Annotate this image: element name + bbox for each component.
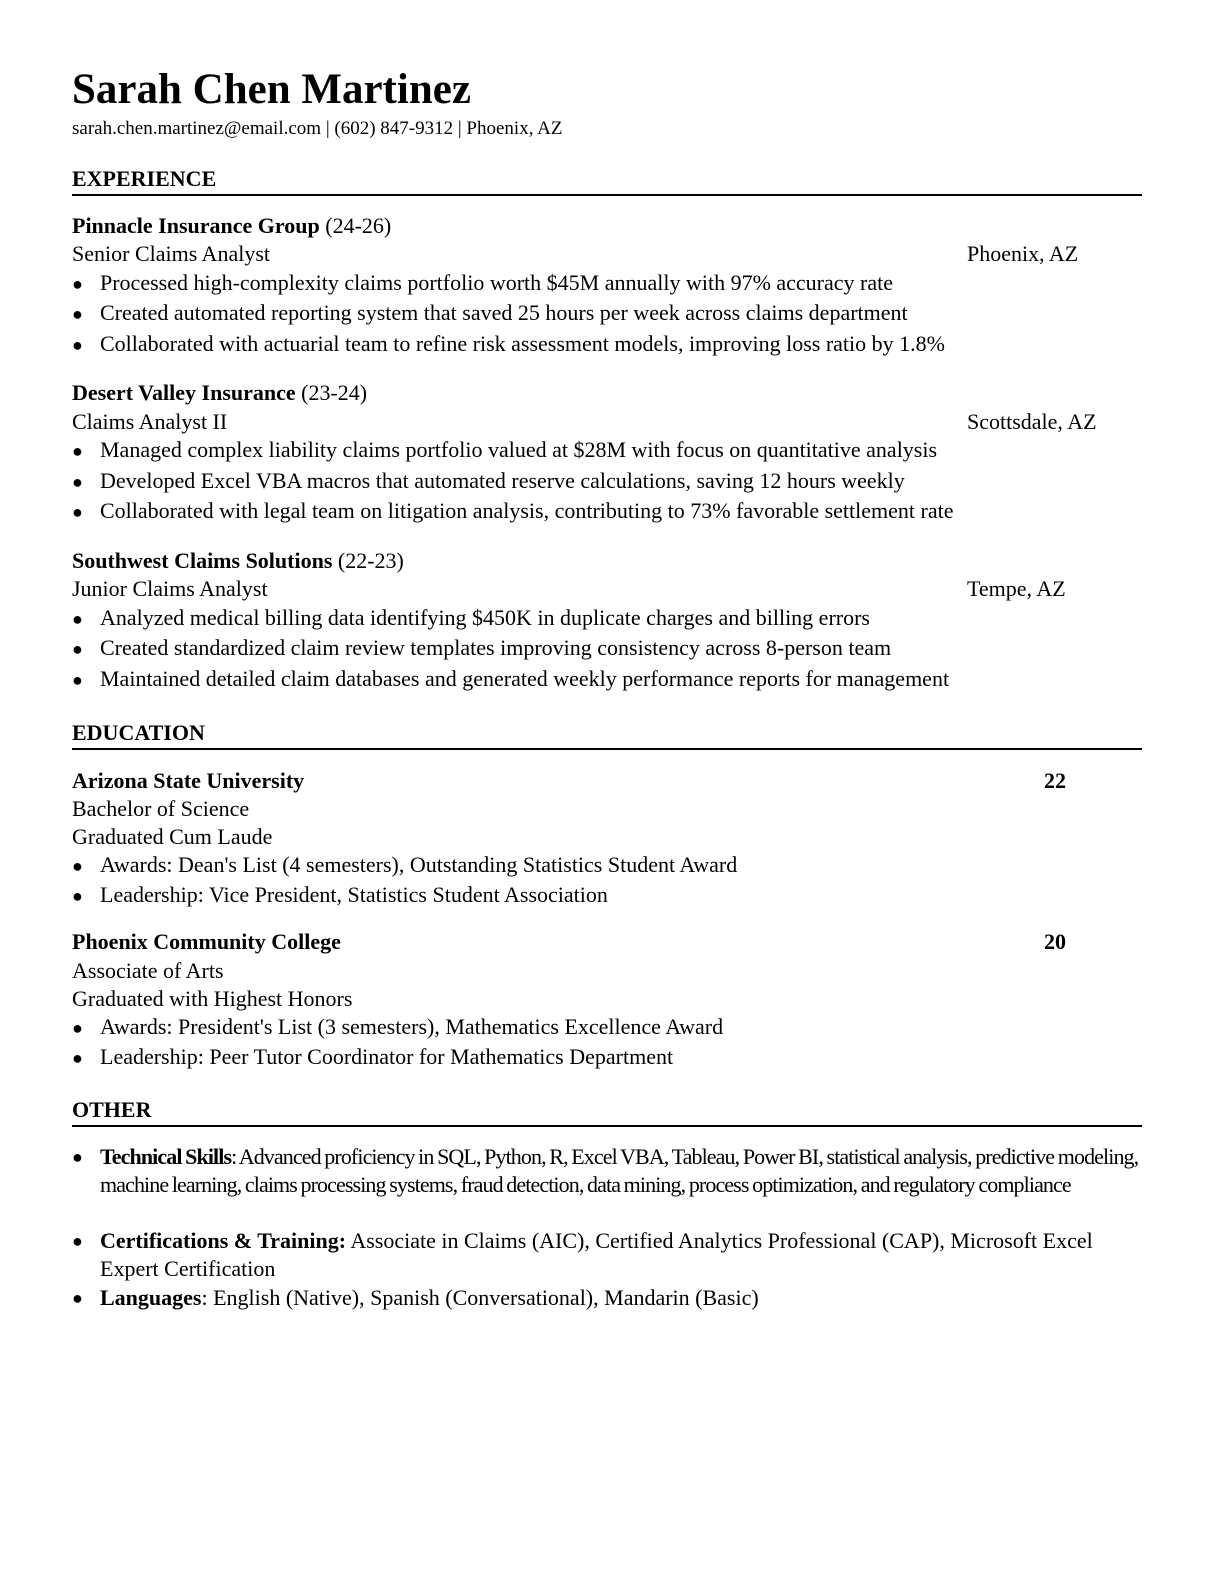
list-item: ● Leadership: Peer Tutor Coordinator for Mathematics Department xyxy=(72,1043,673,1072)
job-location: Phoenix, AZ xyxy=(967,241,1079,266)
skill-text: : English (Native), Spanish (Conversational), Mandarin (Basic) xyxy=(201,1285,759,1310)
other-heading: OTHER xyxy=(72,1097,1142,1127)
bullet-icon: ● xyxy=(72,274,83,294)
list-item: ● Analyzed medical billing data identifying $450K in duplicate charges and billing errors xyxy=(72,604,870,633)
list-item: ● Developed Excel VBA macros that automated reserve calculations, saving 12 hours weekly xyxy=(72,467,905,496)
bullet-icon: ● xyxy=(72,304,83,324)
list-item xyxy=(72,1227,1142,1283)
bullet-icon: ● xyxy=(72,856,83,876)
bullet-icon: ● xyxy=(72,639,83,659)
skill-label: Technical Skills xyxy=(100,1144,232,1169)
job-title: Claims Analyst II xyxy=(72,409,228,434)
job-location: Scottsdale, AZ xyxy=(967,409,1097,434)
bullet-icon: ● xyxy=(72,670,83,690)
job-location: Tempe, AZ xyxy=(967,576,1066,601)
list-item: ● Collaborated with actuarial team to refine risk assessment models, improving loss ratio by 1.8% xyxy=(72,330,945,359)
honors: Graduated Cum Laude xyxy=(72,824,273,849)
job-title: Junior Claims Analyst xyxy=(72,576,268,601)
list-item: ● Awards: Dean's List (4 semesters), Outstanding Statistics Student Award xyxy=(72,851,737,880)
bullet-icon: ● xyxy=(72,335,83,355)
job-company: Pinnacle Insurance Group xyxy=(72,213,320,238)
list-item xyxy=(72,1284,1142,1312)
bullet-icon: ● xyxy=(72,1048,83,1068)
bullet-icon: ● xyxy=(72,1018,83,1038)
job-dates: (23-24) xyxy=(301,380,368,405)
bullet-icon: ● xyxy=(72,502,83,522)
job-dates: (22-23) xyxy=(337,548,404,573)
school-year: 22 xyxy=(1044,768,1066,793)
list-item: ● Managed complex liability claims portfolio valued at $28M with focus on quantitative analysis xyxy=(72,436,937,465)
bullet-icon: ● xyxy=(72,609,83,629)
degree: Bachelor of Science xyxy=(72,796,250,821)
school-year: 20 xyxy=(1044,929,1066,954)
bullet-icon: ● xyxy=(72,1288,83,1308)
job-company: Desert Valley Insurance xyxy=(72,380,296,405)
list-item: ● Leadership: Vice President, Statistics Student Association xyxy=(72,881,608,910)
skill-text: : Advanced proficiency in SQL, Python, R, Excel VBA, Tableau, Power BI, statistical analysis, predictive modeling, machine learning, claims processing systems, fraud detection, data mining, process optimization, and regulatory compliance xyxy=(100,1144,1139,1197)
job-header xyxy=(72,212,391,240)
list-item: ● Collaborated with legal team on litigation analysis, contributing to 73% favorable settlement rate xyxy=(72,497,954,526)
skill-text: Associate in Claims (AIC), Certified Analytics Professional (CAP), Microsoft Excel Expert Certification xyxy=(100,1228,1093,1281)
list-item: ● Created standardized claim review templates improving consistency across 8-person team xyxy=(72,634,891,663)
job-dates: (24-26) xyxy=(325,213,392,238)
job-header xyxy=(72,547,404,575)
education-heading: EDUCATION xyxy=(72,720,1142,750)
degree: Associate of Arts xyxy=(72,958,224,983)
candidate-name: Sarah Chen Martinez xyxy=(72,66,471,113)
skill-label: Languages xyxy=(100,1285,202,1310)
experience-heading: EXPERIENCE xyxy=(72,166,1142,196)
bullet-icon: ● xyxy=(72,886,83,906)
school-name: Phoenix Community College xyxy=(72,929,341,954)
bullet-icon: ● xyxy=(72,1147,82,1167)
list-item: ● Maintained detailed claim databases and generated weekly performance reports for management xyxy=(72,665,949,694)
bullet-icon: ● xyxy=(72,441,83,461)
list-item: ● Processed high-complexity claims portfolio worth $45M annually with 97% accuracy rate xyxy=(72,269,893,298)
list-item: ● Awards: President's List (3 semesters), Mathematics Excellence Award xyxy=(72,1013,723,1042)
list-item xyxy=(72,1143,1142,1199)
honors: Graduated with Highest Honors xyxy=(72,986,353,1011)
list-item: ● Created automated reporting system that saved 25 hours per week across claims department xyxy=(72,299,908,328)
skill-label: Certifications & Training: xyxy=(100,1228,347,1253)
bullet-icon: ● xyxy=(72,472,83,492)
job-title: Senior Claims Analyst xyxy=(72,241,270,266)
school-name: Arizona State University xyxy=(72,768,305,793)
job-company: Southwest Claims Solutions xyxy=(72,548,333,573)
contact-line: sarah.chen.martinez@email.com | (602) 847-9312 | Phoenix, AZ xyxy=(72,118,563,139)
bullet-icon: ● xyxy=(72,1231,83,1251)
job-header xyxy=(72,379,367,407)
